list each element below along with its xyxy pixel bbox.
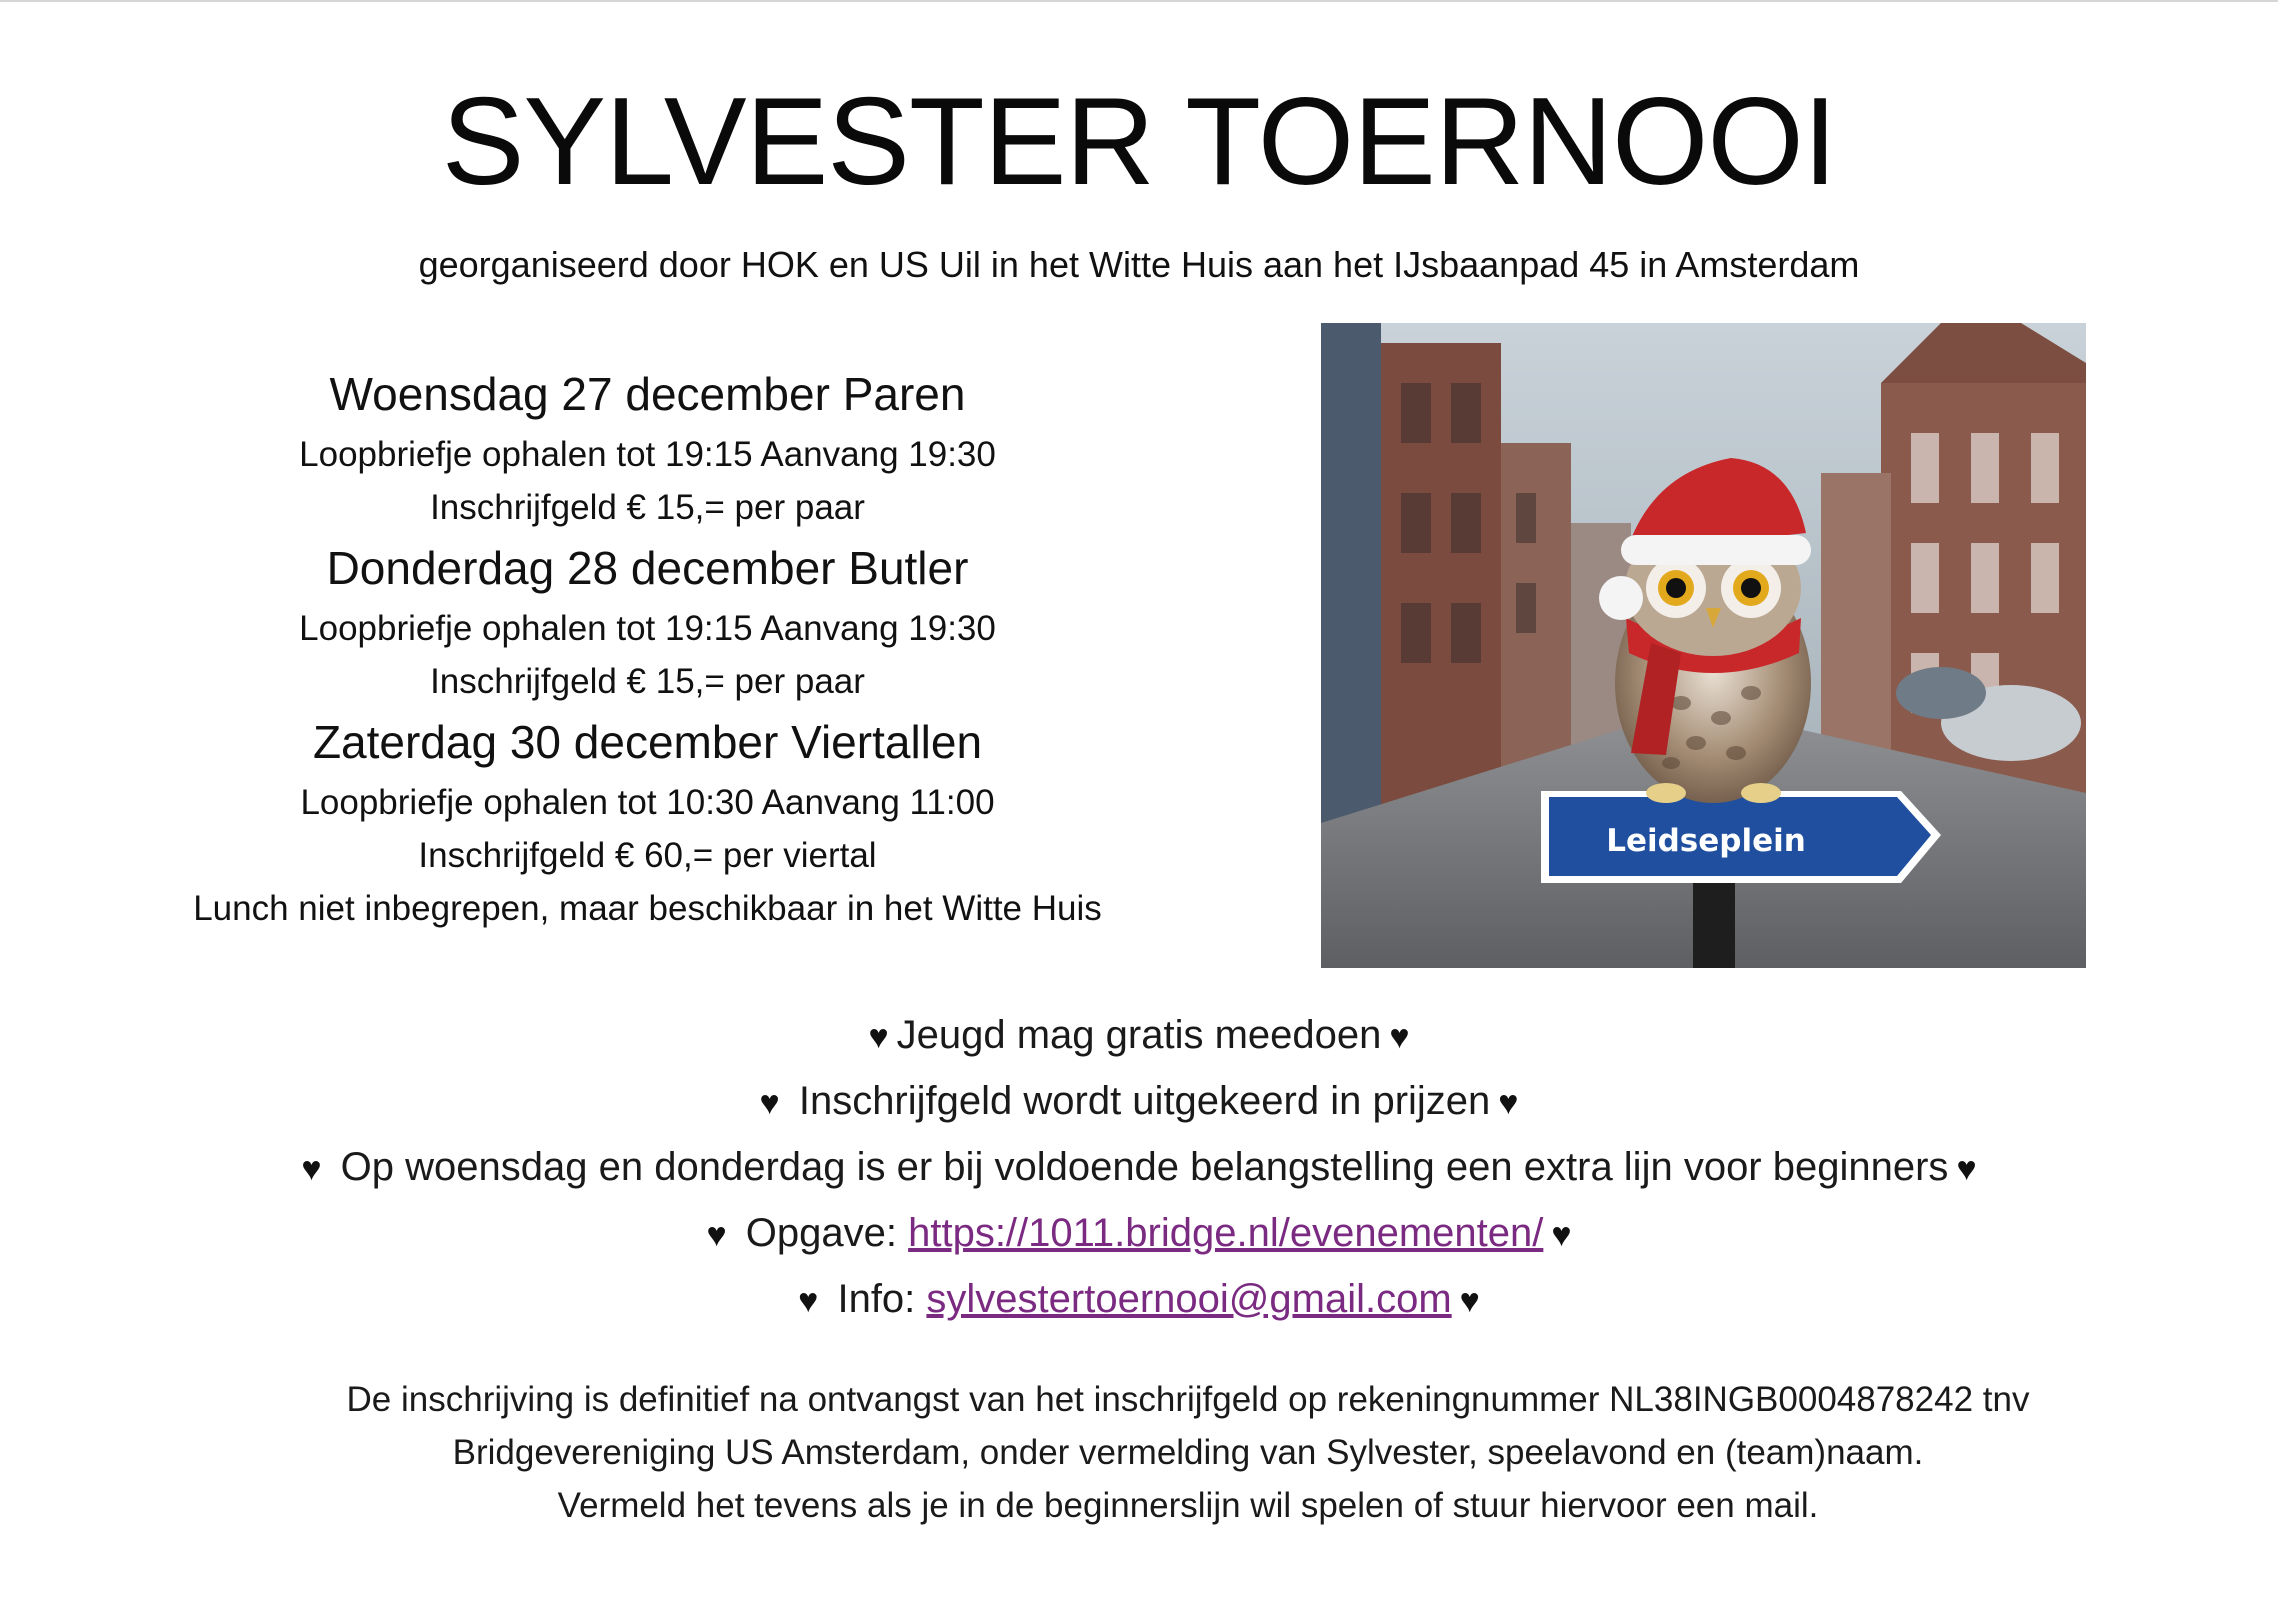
info-email-link[interactable]: sylvestertoernooi@gmail.com xyxy=(926,1277,1452,1321)
footer-line: Vermeld het tevens als je in de beginnerslijn wil spelen of stuur hiervoor een mail. xyxy=(557,1486,1819,1525)
event-heading: Woensdag 27 december Paren xyxy=(329,368,966,420)
event-line: Inschrijfgeld € 15,= per paar xyxy=(430,488,865,527)
heart-icon: ♥ xyxy=(798,1282,819,1320)
event-schedule xyxy=(145,360,1150,935)
footer-line: De inschrijving is definitief na ontvangst van het inschrijfgeld op rekeningnummer NL38INGB0004878242 tnv xyxy=(346,1380,2030,1419)
heart-icon: ♥ xyxy=(1459,1282,1480,1320)
event-line: Inschrijfgeld € 60,= per viertal xyxy=(418,836,877,875)
footer-line: Bridgevereniging US Amsterdam, onder vermelding van Sylvester, speelavond en (team)naam. xyxy=(452,1433,1924,1472)
street-sign-text: Leidseplein xyxy=(1606,823,1806,859)
heart-icon: ♥ xyxy=(706,1216,727,1254)
heart-icon: ♥ xyxy=(759,1084,780,1122)
heart-icon: ♥ xyxy=(1551,1216,1572,1254)
event-line: Lunch niet inbegrepen, maar beschikbaar in het Witte Huis xyxy=(193,889,1102,928)
event-line: Loopbriefje ophalen tot 19:15 Aanvang 19:30 xyxy=(299,435,996,474)
signup-link[interactable]: https://1011.bridge.nl/evenementen/ xyxy=(908,1211,1544,1255)
info-label: Info: xyxy=(837,1277,916,1321)
heart-icon: ♥ xyxy=(1389,1018,1410,1056)
event-thursday xyxy=(145,534,1150,708)
event-line: Loopbriefje ophalen tot 10:30 Aanvang 11:00 xyxy=(300,783,995,822)
page-subtitle: georganiseerd door HOK en US Uil in het Witte Huis aan het IJsbaanpad 45 in Amsterdam xyxy=(418,244,1860,285)
heart-icon: ♥ xyxy=(1956,1150,1977,1188)
notes-list xyxy=(0,1003,2278,1333)
event-wednesday xyxy=(145,360,1150,534)
event-heading: Donderdag 28 december Butler xyxy=(326,542,969,594)
page-title: SYLVESTER TOERNOOI xyxy=(441,73,1837,211)
heart-icon: ♥ xyxy=(1498,1084,1519,1122)
event-line: Loopbriefje ophalen tot 19:15 Aanvang 19:30 xyxy=(299,609,996,648)
note-text: Jeugd mag gratis meedoen xyxy=(896,1013,1382,1057)
note-youth xyxy=(0,1003,2278,1069)
top-border xyxy=(0,0,2278,2)
owl-illustration-icon xyxy=(1321,323,2086,968)
heart-icon: ♥ xyxy=(301,1150,322,1188)
event-saturday xyxy=(145,708,1150,935)
event-heading: Zaterdag 30 december Viertallen xyxy=(312,716,983,768)
owl-photo xyxy=(1321,323,2086,968)
registration-footer xyxy=(300,1373,2076,1532)
note-text: Op woensdag en donderdag is er bij voldoende belangstelling een extra lijn voor beginners xyxy=(340,1145,1949,1189)
note-prizes xyxy=(0,1069,2278,1135)
signup-label: Opgave: xyxy=(745,1211,897,1255)
note-beginners xyxy=(0,1135,2278,1201)
event-line: Inschrijfgeld € 15,= per paar xyxy=(430,662,865,701)
note-text: Inschrijfgeld wordt uitgekeerd in prijzen xyxy=(798,1079,1491,1123)
heart-icon: ♥ xyxy=(868,1018,889,1056)
note-info xyxy=(0,1267,2278,1333)
note-signup xyxy=(0,1201,2278,1267)
